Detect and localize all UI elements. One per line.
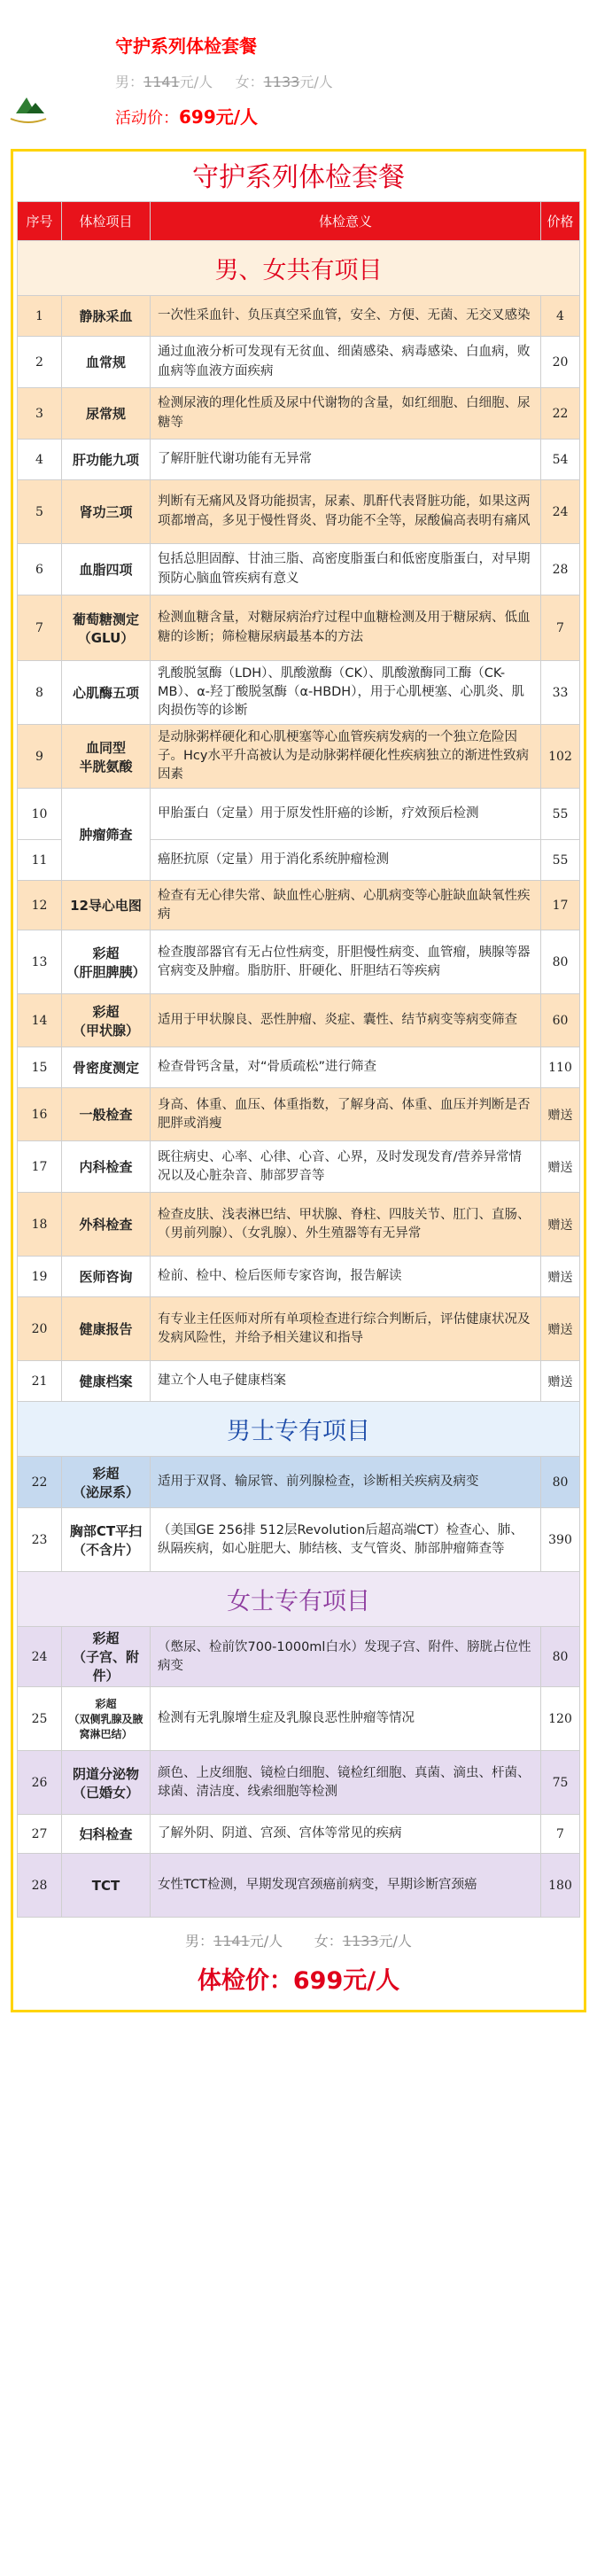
- row-item-meaning: 检测有无乳腺增生症及乳腺良恶性肿瘤等情况: [151, 1687, 541, 1751]
- row-item-name: 胸部CT平扫 （不含片）: [62, 1508, 151, 1572]
- row-price: 55: [541, 789, 580, 840]
- row-item-name: 彩超 （子宫、附件）: [62, 1627, 151, 1687]
- row-price: 75: [541, 1751, 580, 1815]
- items-table: [17, 201, 580, 1918]
- row-number: 25: [18, 1687, 62, 1751]
- row-item-meaning: 判断有无痛风及肾功能损害，尿素、肌酐代表肾脏功能，如果这两项都增高，多见于慢性肾炎、肾功能不全等，尿酸偏高表明有痛风: [151, 480, 541, 544]
- row-item-name: 健康档案: [62, 1361, 151, 1402]
- page-header: [0, 0, 597, 149]
- table-row: [18, 1047, 580, 1088]
- mountain-logo-icon: [9, 87, 48, 126]
- row-item-meaning: 既往病史、心率、心律、心音、心界，及时发现发育/营养异常情况以及心脏杂音、肺部罗音等: [151, 1141, 541, 1193]
- table-row: [18, 1361, 580, 1402]
- table-row: [18, 1257, 580, 1297]
- row-item-name: 肾功三项: [62, 480, 151, 544]
- table-row: [18, 725, 580, 789]
- row-price: 390: [541, 1508, 580, 1572]
- row-item-name: 一般检查: [62, 1088, 151, 1141]
- row-number: 6: [18, 544, 62, 595]
- row-item-name: 彩超 （泌尿系）: [62, 1457, 151, 1508]
- row-price: 17: [541, 881, 580, 930]
- row-number: 18: [18, 1193, 62, 1257]
- section-row-male: [18, 1402, 580, 1457]
- row-price: 80: [541, 930, 580, 994]
- male-label: 男：: [115, 74, 144, 90]
- row-number: 5: [18, 480, 62, 544]
- row-number: 19: [18, 1257, 62, 1297]
- row-item-name: 健康报告: [62, 1297, 151, 1361]
- row-price: 赠送: [541, 1257, 580, 1297]
- row-number: 7: [18, 595, 62, 661]
- row-item-meaning: 包括总胆固醇、甘油三脂、高密度脂蛋白和低密度脂蛋白，对早期预防心脑血管疾病有意义: [151, 544, 541, 595]
- row-number: 9: [18, 725, 62, 789]
- row-item-name: 心肌酶五项: [62, 661, 151, 725]
- row-item-name: 血同型 半胱氨酸: [62, 725, 151, 789]
- row-number: 20: [18, 1297, 62, 1361]
- row-item-meaning: 有专业主任医师对所有单项检查进行综合判断后，评估健康状况及发病风险性，并给予相关建议和指导: [151, 1297, 541, 1361]
- table-row: [18, 930, 580, 994]
- row-item-name: 12导心电图: [62, 881, 151, 930]
- row-number: 11: [18, 840, 62, 881]
- row-price: 22: [541, 388, 580, 440]
- row-number: 3: [18, 388, 62, 440]
- row-item-meaning: 检查腹部器官有无占位性病变，肝胆慢性病变、血管瘤，胰腺等器官病变及肿瘤。脂肪肝、肝硬化、肝胆结石等疾病: [151, 930, 541, 994]
- row-item-name: 葡萄糖测定 （GLU）: [62, 595, 151, 661]
- row-item-name: 尿常规: [62, 388, 151, 440]
- col-header-item: 体检项目: [62, 202, 151, 241]
- female-label: 女：: [235, 74, 264, 90]
- row-item-meaning: 适用于双肾、输尿管、前列腺检查，诊断相关疾病及病变: [151, 1457, 541, 1508]
- table-row: [18, 1854, 580, 1918]
- row-number: 16: [18, 1088, 62, 1141]
- row-item-meaning: 是动脉粥样硬化和心肌梗塞等心血管疾病发病的一个独立危险因子。Hcy水平升高被认为是动脉粥样硬化性疾病独立的渐进性致病因素: [151, 725, 541, 789]
- table-row: [18, 994, 580, 1047]
- row-number: 1: [18, 296, 62, 337]
- table-row: [18, 296, 580, 337]
- row-number: 27: [18, 1815, 62, 1854]
- row-price: 120: [541, 1687, 580, 1751]
- row-item-meaning: 癌胚抗原（定量）用于消化系统肿瘤检测: [151, 840, 541, 881]
- row-number: 4: [18, 440, 62, 480]
- footer-male-price: 1141: [213, 1933, 250, 1950]
- row-item-name: 阴道分泌物 （已婚女）: [62, 1751, 151, 1815]
- table-row: [18, 388, 580, 440]
- row-item-name: 彩超 （甲状腺）: [62, 994, 151, 1047]
- row-price: 110: [541, 1047, 580, 1088]
- row-item-meaning: 检查骨钙含量，对“骨质疏松”进行筛查: [151, 1047, 541, 1088]
- row-number: 12: [18, 881, 62, 930]
- section-title-male: 男士专有项目: [18, 1402, 580, 1457]
- table-row: [18, 881, 580, 930]
- table-row: [18, 1457, 580, 1508]
- table-row: [18, 1088, 580, 1141]
- footer-unit: 元/人: [378, 1933, 412, 1950]
- row-number: 10: [18, 789, 62, 840]
- row-item-meaning: 颜色、上皮细胞、镜检白细胞、镜检红细胞、真菌、滴虫、杆菌、球菌、清洁度、线索细胞等检测: [151, 1751, 541, 1815]
- section-title-common: 男、女共有项目: [18, 241, 580, 296]
- female-original-price: 1133: [263, 74, 300, 90]
- row-price: 60: [541, 994, 580, 1047]
- table-row: [18, 1687, 580, 1751]
- row-price: 赠送: [541, 1297, 580, 1361]
- row-number: 28: [18, 1854, 62, 1918]
- table-row: [18, 1627, 580, 1687]
- original-prices: [115, 71, 333, 91]
- table-row: [18, 1508, 580, 1572]
- footer-female-price: 1133: [342, 1933, 379, 1950]
- section-row-female: [18, 1572, 580, 1627]
- table-row: [18, 1815, 580, 1854]
- table-row: [18, 1297, 580, 1361]
- footer-male-label: 男：: [185, 1933, 214, 1950]
- table-row: [18, 595, 580, 661]
- row-item-meaning: 检查有无心律失常、缺血性心脏病、心肌病变等心脏缺血缺氧性疾病: [151, 881, 541, 930]
- package-card: [11, 149, 586, 2012]
- row-price: 20: [541, 337, 580, 388]
- row-item-name: 彩超 （双侧乳腺及腋窝淋巴结）: [62, 1687, 151, 1751]
- promo-label: 活动价：: [115, 109, 179, 128]
- row-price: 赠送: [541, 1193, 580, 1257]
- row-item-meaning: 了解肝脏代谢功能有无异常: [151, 440, 541, 480]
- row-price: 102: [541, 725, 580, 789]
- promo-value: 699元/人: [179, 106, 259, 128]
- row-number: 8: [18, 661, 62, 725]
- row-price: 28: [541, 544, 580, 595]
- row-price: 180: [541, 1854, 580, 1918]
- row-price: 7: [541, 1815, 580, 1854]
- row-number: 15: [18, 1047, 62, 1088]
- row-number: 24: [18, 1627, 62, 1687]
- row-item-name: TCT: [62, 1854, 151, 1918]
- footer-promo-price: 体检价：699元/人: [197, 1967, 400, 1996]
- section-row-common: [18, 241, 580, 296]
- row-item-meaning: （憋尿、检前饮700-1000ml白水）发现子宫、附件、膀胱占位性病变: [151, 1627, 541, 1687]
- row-item-meaning: 检测血糖含量，对糖尿病治疗过程中血糖检测及用于糖尿病、低血糖的诊断；筛检糖尿病最基本的方法: [151, 595, 541, 661]
- row-item-meaning: 身高、体重、血压、体重指数，了解身高、体重、血压并判断是否肥胖或消瘦: [151, 1088, 541, 1141]
- footer-unit: 元/人: [249, 1933, 283, 1950]
- row-item-meaning: 一次性采血针、负压真空采血管，安全、方便、无菌、无交叉感染: [151, 296, 541, 337]
- table-row: [18, 1751, 580, 1815]
- row-item-meaning: 甲胎蛋白（定量）用于原发性肝癌的诊断，疗效预后检测: [151, 789, 541, 840]
- row-number: 26: [18, 1751, 62, 1815]
- row-price: 80: [541, 1627, 580, 1687]
- row-price: 54: [541, 440, 580, 480]
- row-price: 55: [541, 840, 580, 881]
- table-header-row: [18, 202, 580, 241]
- section-title-female: 女士专有项目: [18, 1572, 580, 1627]
- table-row: [18, 1141, 580, 1193]
- row-price: 80: [541, 1457, 580, 1508]
- row-item-name: 外科检查: [62, 1193, 151, 1257]
- table-row: [18, 337, 580, 388]
- row-price: 33: [541, 661, 580, 725]
- row-item-name: 妇科检查: [62, 1815, 151, 1854]
- row-item-name: 彩超 （肝胆脾胰）: [62, 930, 151, 994]
- col-header-meaning: 体检意义: [151, 202, 541, 241]
- footer-original-prices: [17, 1930, 580, 1950]
- row-item-name: 肿瘤筛查: [62, 789, 151, 881]
- table-row: [18, 544, 580, 595]
- row-item-meaning: 了解外阴、阴道、宫颈、宫体等常见的疾病: [151, 1815, 541, 1854]
- col-header-price: 价格: [541, 202, 580, 241]
- row-price: 赠送: [541, 1361, 580, 1402]
- footer-female-label: 女：: [314, 1933, 343, 1950]
- row-number: 17: [18, 1141, 62, 1193]
- row-number: 14: [18, 994, 62, 1047]
- table-row: [18, 789, 580, 840]
- table-row: [18, 480, 580, 544]
- row-item-name: 内科检查: [62, 1141, 151, 1193]
- col-header-no: 序号: [18, 202, 62, 241]
- row-item-name: 血常规: [62, 337, 151, 388]
- row-price: 7: [541, 595, 580, 661]
- row-item-meaning: 乳酸脱氢酶（LDH）、肌酸激酶（CK）、肌酸激酶同工酶（CK-MB）、α-羟丁酸脱氢酶（α-HBDH），用于心肌梗塞、心肌炎、肌肉损伤等的诊断: [151, 661, 541, 725]
- row-item-meaning: 检测尿液的理化性质及尿中代谢物的含量，如红细胞、白细胞、尿糖等: [151, 388, 541, 440]
- row-number: 2: [18, 337, 62, 388]
- row-item-meaning: （美国GE 256排 512层Revolution后超高端CT）检查心、肺、纵隔疾病，如心脏肥大、肺结核、支气管炎、肺部肿瘤筛查等: [151, 1508, 541, 1572]
- table-row: [18, 1193, 580, 1257]
- row-number: 21: [18, 1361, 62, 1402]
- page-title: 守护系列体检套餐: [115, 35, 257, 57]
- row-price: 24: [541, 480, 580, 544]
- row-item-name: 肝功能九项: [62, 440, 151, 480]
- unit-label: 元/人: [299, 74, 333, 90]
- row-item-meaning: 通过血液分析可发现有无贫血、细菌感染、病毒感染、白血病，败血病等血液方面疾病: [151, 337, 541, 388]
- row-number: 23: [18, 1508, 62, 1572]
- row-item-name: 医师咨询: [62, 1257, 151, 1297]
- card-title: 守护系列体检套餐: [192, 162, 405, 193]
- row-item-meaning: 适用于甲状腺良、恶性肿瘤、炎症、囊性、结节病变等病变筛查: [151, 994, 541, 1047]
- row-item-meaning: 建立个人电子健康档案: [151, 1361, 541, 1402]
- row-item-meaning: 检查皮肤、浅表淋巴结、甲状腺、脊柱、四肢关节、肛门、直肠、（男前列腺）、（女乳腺）、外生殖器等有无异常: [151, 1193, 541, 1257]
- row-number: 13: [18, 930, 62, 994]
- row-price: 4: [541, 296, 580, 337]
- row-item-meaning: 女性TCT检测，早期发现宫颈癌前病变，早期诊断宫颈癌: [151, 1854, 541, 1918]
- table-row: [18, 440, 580, 480]
- price-footer: [17, 1918, 580, 2006]
- male-original-price: 1141: [143, 74, 180, 90]
- row-item-name: 骨密度测定: [62, 1047, 151, 1088]
- promo-price: [115, 103, 258, 128]
- unit-label: 元/人: [179, 74, 213, 90]
- row-item-name: 血脂四项: [62, 544, 151, 595]
- row-item-name: 静脉采血: [62, 296, 151, 337]
- row-price: 赠送: [541, 1088, 580, 1141]
- row-number: 22: [18, 1457, 62, 1508]
- table-row: [18, 661, 580, 725]
- row-item-meaning: 检前、检中、检后医师专家咨询，报告解读: [151, 1257, 541, 1297]
- row-price: 赠送: [541, 1141, 580, 1193]
